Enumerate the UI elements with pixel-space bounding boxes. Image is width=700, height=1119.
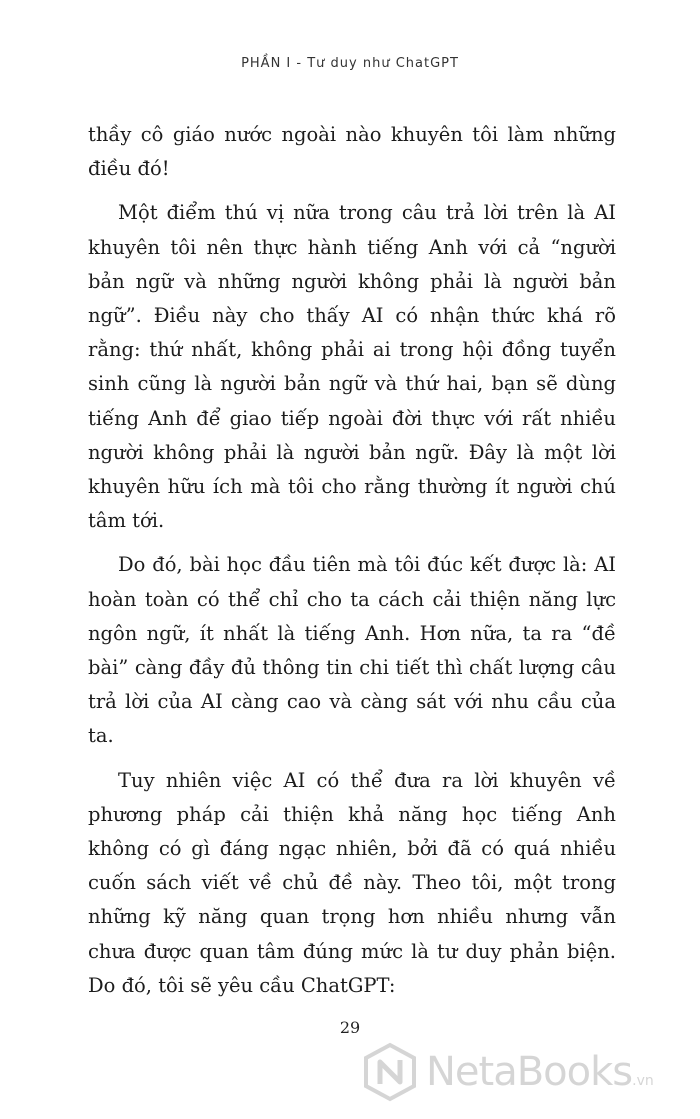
watermark-brand-text (426, 1049, 654, 1095)
running-header: PHẦN I - Tư duy như ChatGPT (241, 56, 459, 71)
page-number: 29 (339, 1018, 361, 1037)
paragraph: Tuy nhiên việc AI có thể đưa ra lời khuyên về phương pháp cải thiện khả năng học tiếng Anh không có gì đáng ngạc nhiên, bởi đã có quá nhiều cuốn sách viết về chủ đề này. Theo tôi, một trong những kỹ năng quan trọng hơn nhiều nhưng vẫn chưa được quan tâm đúng mức là tư duy phản biện. Do đó, tôi sẽ yêu cầu ChatGPT: (88, 768, 616, 997)
paragraph-continued: thầy cô giáo nước ngoài nào khuyên tôi làm những điều đó! (88, 123, 616, 181)
watermark (362, 1042, 654, 1102)
netabooks-logo-icon (362, 1042, 418, 1102)
paragraph: Do đó, bài học đầu tiên mà tôi đúc kết được là: AI hoàn toàn có thể chỉ cho ta cách cải thiện năng lực ngôn ngữ, ít nhất là tiếng Anh. Hơn nữa, ta ra “đề bài” càng đầy đủ thông tin chi tiết thì chất lượng câu trả lời của AI càng cao và càng sát với nhu cầu của ta. (88, 553, 616, 748)
watermark-brand: NetaBooks (426, 1049, 633, 1095)
watermark-suffix: .vn (632, 1073, 654, 1089)
body-text (88, 118, 616, 1013)
paragraph: Một điểm thú vị nữa trong câu trả lời trên là AI khuyên tôi nên thực hành tiếng Anh với cả “người bản ngữ và những người không phải là người bản ngữ”. Điều này cho thấy AI có nhận thức khá rõ rằng: thứ nhất, không phải ai trong hội đồng tuyển sinh cũng là người bản ngữ và thứ hai, bạn sẽ dùng tiếng Anh để giao tiếp ngoài đời thực với rất nhiều người không phải là người bản ngữ. Đây là một lời khuyên hữu ích mà tôi cho rằng thường ít người chú tâm tới. (88, 201, 616, 533)
